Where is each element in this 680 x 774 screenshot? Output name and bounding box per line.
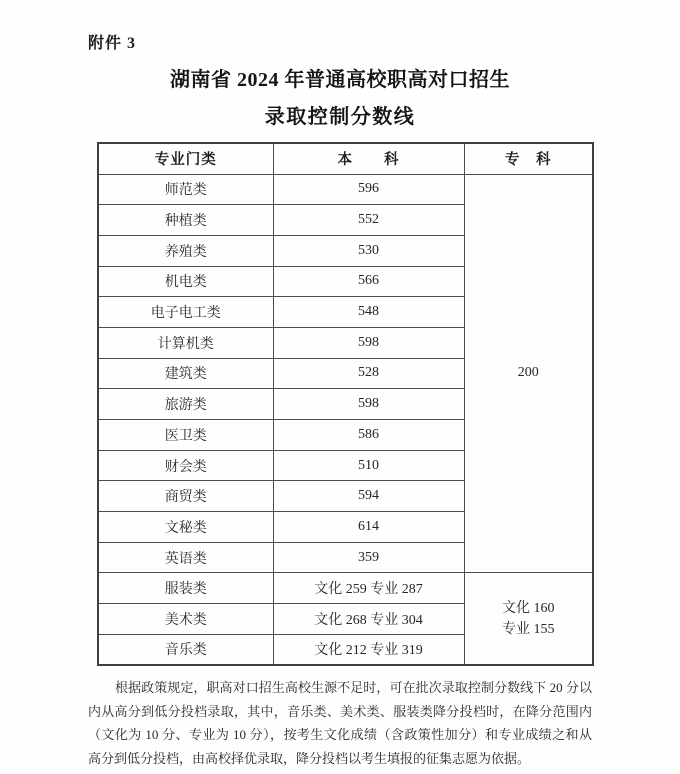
document-title-line1: 湖南省 2024 年普通高校职高对口招生 — [170, 69, 510, 91]
zhuanke-art-major-score: 专业 155 — [502, 621, 555, 637]
table-row — [98, 573, 593, 604]
benke-score-cell: 359 — [273, 542, 464, 573]
benke-score-cell: 614 — [273, 512, 464, 543]
col-header-zhuanke: 专 科 — [464, 143, 593, 174]
category-cell: 计算机类 — [98, 327, 273, 358]
category-cell: 机电类 — [98, 266, 273, 297]
category-cell: 美术类 — [98, 604, 273, 635]
category-cell: 养殖类 — [98, 235, 273, 266]
policy-note-line: （文化为 10 分、专业为 10 分），按考生文化成绩（含政策性加分）和专业成绩之和从 — [88, 727, 592, 743]
category-cell: 文秘类 — [98, 512, 273, 543]
benke-score-cell: 594 — [273, 481, 464, 512]
policy-note-line: 内从高分到低分投档录取，其中，音乐类、美术类、服装类降分投档时，在降分范围内 — [88, 703, 592, 719]
table-header-row — [98, 143, 593, 174]
table-row — [98, 174, 593, 205]
benke-score-cell: 文化 259 专业 287 — [273, 573, 464, 604]
col-header-category: 专业门类 — [98, 143, 273, 174]
category-cell: 音乐类 — [98, 634, 273, 665]
category-cell: 旅游类 — [98, 389, 273, 420]
category-cell: 师范类 — [98, 174, 273, 205]
col-header-benke: 本 科 — [273, 143, 464, 174]
benke-score-cell: 530 — [273, 235, 464, 266]
category-cell: 医卫类 — [98, 420, 273, 451]
policy-note-line: 根据政策规定，职高对口招生高校生源不足时，可在批次录取控制分数线下 20 分以 — [115, 680, 592, 695]
benke-score-cell: 548 — [273, 297, 464, 328]
category-cell: 财会类 — [98, 450, 273, 481]
document-title-line2: 录取控制分数线 — [264, 106, 416, 128]
attachment-label: 附件 3 — [88, 35, 137, 52]
benke-score-cell: 552 — [273, 205, 464, 236]
zhuanke-art-culture-score: 文化 160 — [502, 600, 555, 616]
policy-note-line: 高分到低分投档，由高校择优录取，降分投档以考生填报的征集志愿为依据。 — [88, 750, 531, 766]
category-cell: 种植类 — [98, 205, 273, 236]
category-cell: 电子电工类 — [98, 297, 273, 328]
scores-table — [97, 142, 594, 666]
zhuanke-art-score-block — [502, 598, 555, 640]
benke-score-cell: 文化 212 专业 319 — [273, 634, 464, 665]
category-cell: 商贸类 — [98, 481, 273, 512]
policy-note — [88, 676, 592, 770]
category-cell: 建筑类 — [98, 358, 273, 389]
category-cell: 服装类 — [98, 573, 273, 604]
zhuanke-art-score-cell — [464, 573, 593, 665]
zhuanke-score-cell: 200 — [464, 174, 593, 573]
benke-score-cell: 586 — [273, 420, 464, 451]
benke-score-cell: 566 — [273, 266, 464, 297]
benke-score-cell: 598 — [273, 389, 464, 420]
benke-score-cell: 596 — [273, 174, 464, 205]
benke-score-cell: 510 — [273, 450, 464, 481]
benke-score-cell: 528 — [273, 358, 464, 389]
category-cell: 英语类 — [98, 542, 273, 573]
benke-score-cell: 598 — [273, 327, 464, 358]
benke-score-cell: 文化 268 专业 304 — [273, 604, 464, 635]
